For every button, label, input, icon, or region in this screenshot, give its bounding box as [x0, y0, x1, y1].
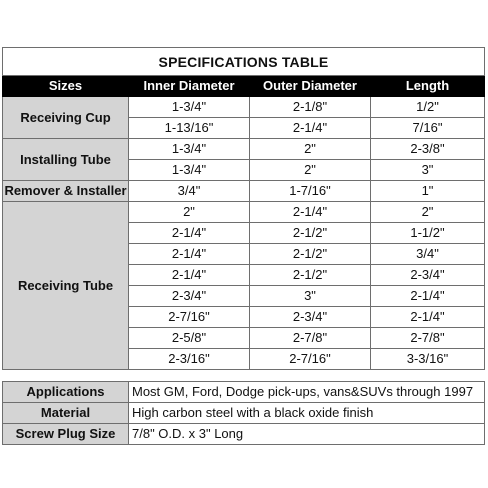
length-cell: 3-3/16": [371, 349, 485, 370]
group-label: Receiving Tube: [3, 202, 129, 370]
header-length: Length: [371, 76, 485, 97]
length-cell: 1/2": [371, 97, 485, 118]
table-row: [3, 139, 485, 160]
table-row: [3, 202, 485, 223]
length-cell: 1": [371, 181, 485, 202]
length-cell: 1-1/2": [371, 223, 485, 244]
header-outer-diameter: Outer Diameter: [250, 76, 371, 97]
info-value: Most GM, Ford, Dodge pick-ups, vans&SUVs through 1997: [129, 382, 485, 403]
inner-diameter-cell: 1-3/4": [129, 97, 250, 118]
length-cell: 7/16": [371, 118, 485, 139]
outer-diameter-cell: 2-1/2": [250, 244, 371, 265]
outer-diameter-cell: 2-1/8": [250, 97, 371, 118]
info-label: Material: [3, 403, 129, 424]
outer-diameter-cell: 2-1/2": [250, 265, 371, 286]
inner-diameter-cell: 3/4": [129, 181, 250, 202]
outer-diameter-cell: 3": [250, 286, 371, 307]
info-label: Screw Plug Size: [3, 424, 129, 445]
length-cell: 3/4": [371, 244, 485, 265]
inner-diameter-cell: 1-13/16": [129, 118, 250, 139]
info-row: [3, 403, 485, 424]
info-value: High carbon steel with a black oxide finish: [129, 403, 485, 424]
info-value: 7/8" O.D. x 3" Long: [129, 424, 485, 445]
inner-diameter-cell: 2-3/4": [129, 286, 250, 307]
table-header-row: [3, 76, 485, 97]
info-row: [3, 424, 485, 445]
length-cell: 2-3/4": [371, 265, 485, 286]
group-label: Remover & Installer: [3, 181, 129, 202]
length-cell: 2-3/8": [371, 139, 485, 160]
outer-diameter-cell: 1-7/16": [250, 181, 371, 202]
outer-diameter-cell: 2-1/4": [250, 202, 371, 223]
inner-diameter-cell: 1-3/4": [129, 160, 250, 181]
outer-diameter-cell: 2": [250, 139, 371, 160]
length-cell: 2-1/4": [371, 307, 485, 328]
outer-diameter-cell: 2": [250, 160, 371, 181]
outer-diameter-cell: 2-7/8": [250, 328, 371, 349]
header-inner-diameter: Inner Diameter: [129, 76, 250, 97]
table-row: [3, 181, 485, 202]
inner-diameter-cell: 2-7/16": [129, 307, 250, 328]
length-cell: 2-7/8": [371, 328, 485, 349]
inner-diameter-cell: 2": [129, 202, 250, 223]
length-cell: 3": [371, 160, 485, 181]
outer-diameter-cell: 2-3/4": [250, 307, 371, 328]
length-cell: 2-1/4": [371, 286, 485, 307]
outer-diameter-cell: 2-7/16": [250, 349, 371, 370]
group-label: Receiving Cup: [3, 97, 129, 139]
specifications-table: [2, 47, 485, 370]
inner-diameter-cell: 2-5/8": [129, 328, 250, 349]
info-row: [3, 382, 485, 403]
info-table: [2, 381, 485, 445]
outer-diameter-cell: 2-1/2": [250, 223, 371, 244]
info-label: Applications: [3, 382, 129, 403]
inner-diameter-cell: 2-1/4": [129, 265, 250, 286]
inner-diameter-cell: 2-3/16": [129, 349, 250, 370]
inner-diameter-cell: 1-3/4": [129, 139, 250, 160]
table-title-row: [3, 48, 485, 76]
inner-diameter-cell: 2-1/4": [129, 223, 250, 244]
table-row: [3, 97, 485, 118]
inner-diameter-cell: 2-1/4": [129, 244, 250, 265]
table-title: SPECIFICATIONS TABLE: [3, 48, 485, 76]
outer-diameter-cell: 2-1/4": [250, 118, 371, 139]
header-sizes: Sizes: [3, 76, 129, 97]
group-label: Installing Tube: [3, 139, 129, 181]
length-cell: 2": [371, 202, 485, 223]
